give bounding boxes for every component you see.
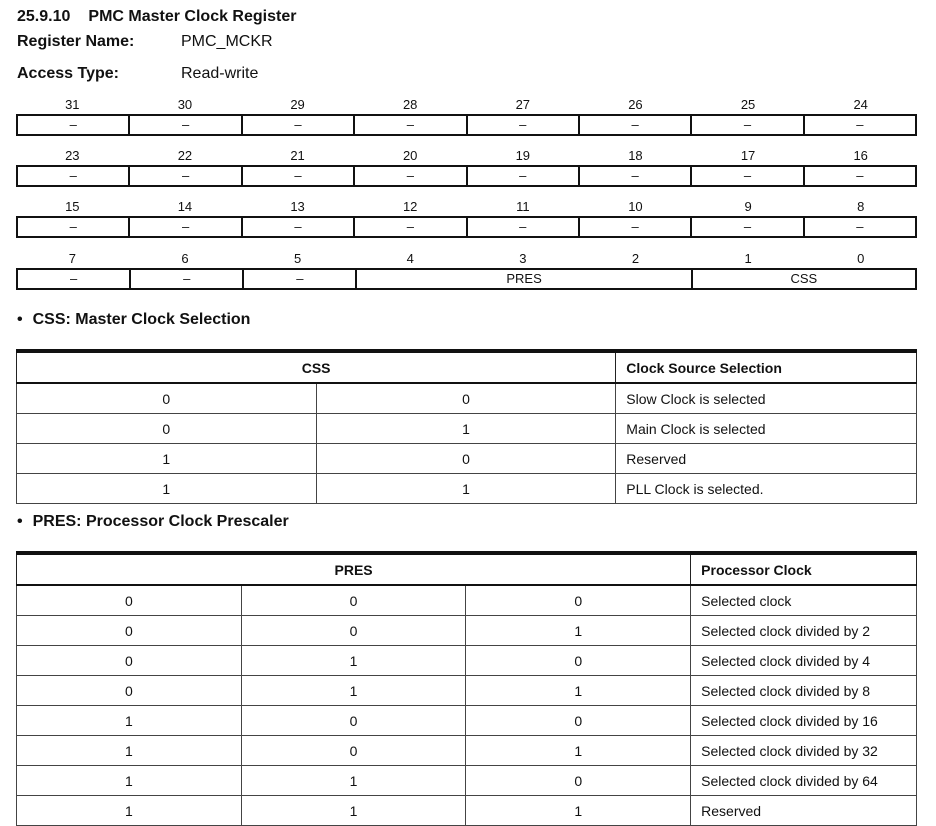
bit-number: 18 [628, 148, 643, 163]
bit-number: 1 [744, 251, 752, 266]
css-header-bits: CSS [17, 351, 616, 383]
row-description: Slow Clock is selected [616, 383, 917, 414]
bit-field: – [128, 116, 240, 134]
bit-field-pres: PRES [355, 270, 690, 288]
bit-field: – [69, 168, 77, 183]
bit-number: 14 [177, 199, 193, 214]
table-row [17, 646, 917, 676]
bit-field: – [242, 270, 355, 288]
bit-number: 9 [744, 199, 752, 214]
bit-value: 0 [17, 676, 242, 706]
bit-value: 0 [241, 616, 466, 646]
bit-field: – [690, 116, 802, 134]
row-description: Selected clock divided by 64 [691, 766, 917, 796]
bit-number: 15 [65, 199, 80, 214]
table-header-row [17, 553, 917, 585]
bit-value: 0 [17, 616, 242, 646]
bit-value: 1 [17, 766, 242, 796]
table-row [17, 616, 917, 646]
bit-field: – [803, 116, 915, 134]
table-row [17, 383, 917, 414]
bit-field-css: CSS [691, 270, 915, 288]
bit-value: 0 [466, 585, 691, 616]
bit-number: 19 [515, 148, 531, 163]
bullet-icon: • [17, 311, 23, 328]
bit-fields-23-16 [16, 165, 917, 187]
bit-value: 1 [466, 796, 691, 826]
bit-field: – [466, 116, 578, 134]
bit-value: 1 [466, 736, 691, 766]
bit-value: 0 [17, 646, 242, 676]
bit-field: – [353, 218, 465, 236]
bit-number: 12 [402, 199, 418, 214]
bit-value: 1 [466, 616, 691, 646]
bit-field: – [241, 116, 353, 134]
bit-value: 0 [466, 766, 691, 796]
bit-value: 0 [466, 646, 691, 676]
bit-value: 0 [316, 383, 616, 414]
bit-fields-31-24 [16, 114, 917, 136]
bit-field: – [578, 167, 690, 185]
bit-number: 29 [290, 97, 305, 112]
bit-field: – [690, 167, 802, 185]
bit-number: 20 [402, 148, 418, 163]
bit-numbers-7-0 [16, 251, 917, 266]
bit-value: 0 [241, 736, 466, 766]
bit-number: 25 [740, 97, 756, 112]
bit-number: 30 [177, 97, 193, 112]
bit-field: – [128, 218, 240, 236]
section-heading [17, 8, 296, 26]
bit-value: 1 [241, 766, 466, 796]
table-row [17, 585, 917, 616]
bit-value: 1 [241, 676, 466, 706]
bit-value: 0 [241, 706, 466, 736]
bit-field: – [690, 218, 802, 236]
bit-field: – [466, 167, 578, 185]
table-row [17, 796, 917, 826]
bit-value: 0 [466, 706, 691, 736]
bit-number: 7 [68, 251, 76, 266]
bullet-icon: • [17, 513, 23, 530]
bit-number: 10 [628, 199, 643, 214]
bit-number: 8 [857, 199, 865, 214]
bit-field: – [69, 117, 77, 132]
table-row [17, 706, 917, 736]
bit-numbers-15-8 [16, 199, 917, 214]
section-title: PMC Master Clock Register [88, 8, 297, 25]
bit-field: – [353, 167, 465, 185]
bit-field: – [241, 218, 353, 236]
table-row [17, 444, 917, 474]
bit-field: – [466, 218, 578, 236]
pres-header-bits: PRES [17, 553, 691, 585]
row-description: Selected clock divided by 32 [691, 736, 917, 766]
bit-fields-15-8 [16, 216, 917, 238]
bit-number: 28 [402, 97, 418, 112]
bit-number: 23 [65, 148, 80, 163]
bit-value: 1 [17, 796, 242, 826]
bit-number: 3 [519, 251, 527, 266]
bit-number: 17 [740, 148, 756, 163]
bit-field: – [803, 167, 915, 185]
bit-field: – [69, 271, 78, 286]
pres-table [16, 551, 917, 826]
bit-number: 2 [631, 251, 640, 266]
bit-number: 6 [181, 251, 189, 266]
bit-number: 13 [290, 199, 305, 214]
bit-value: 1 [316, 414, 616, 444]
row-description: Selected clock divided by 4 [691, 646, 917, 676]
table-row [17, 414, 917, 444]
bit-value: 1 [466, 676, 691, 706]
bit-field: – [803, 218, 915, 236]
bit-value: 1 [316, 474, 616, 504]
row-description: Selected clock divided by 2 [691, 616, 917, 646]
bit-value: 0 [316, 444, 616, 474]
bit-field: – [69, 219, 77, 234]
bit-field: – [241, 167, 353, 185]
row-description: Selected clock divided by 16 [691, 706, 917, 736]
bit-field: – [578, 218, 690, 236]
bit-field: – [129, 270, 242, 288]
register-name-label: Register Name: [17, 33, 135, 50]
row-description: Reserved [691, 796, 917, 826]
bit-number: 27 [515, 97, 531, 112]
bit-numbers-31-24 [16, 97, 917, 112]
table-row [17, 474, 917, 504]
css-table [16, 349, 917, 504]
bit-value: 1 [241, 796, 466, 826]
bit-value: 1 [17, 474, 317, 504]
bit-value: 1 [17, 736, 242, 766]
bit-fields-7-0 [16, 268, 917, 290]
bit-number: 31 [65, 97, 80, 112]
section-number: 25.9.10 [17, 8, 71, 25]
bit-number: 21 [290, 148, 305, 163]
bit-field: – [128, 167, 240, 185]
table-row [17, 676, 917, 706]
css-header-desc: Clock Source Selection [616, 351, 917, 383]
bit-number: 0 [857, 251, 865, 266]
bit-field: – [353, 116, 465, 134]
bit-number: 4 [406, 251, 414, 266]
bit-value: 0 [17, 585, 242, 616]
bit-value: 1 [17, 706, 242, 736]
bit-value: 0 [17, 414, 317, 444]
pres-section-heading [17, 513, 289, 531]
row-description: Selected clock [691, 585, 917, 616]
bit-number: 24 [853, 97, 868, 112]
css-section-heading [17, 311, 250, 329]
row-description: Main Clock is selected [616, 414, 917, 444]
row-description: Selected clock divided by 8 [691, 676, 917, 706]
bit-value: 1 [241, 646, 466, 676]
bit-field: – [578, 116, 690, 134]
bit-value: 0 [241, 585, 466, 616]
bit-number: 5 [293, 251, 302, 266]
bit-number: 22 [177, 148, 193, 163]
bit-number: 26 [628, 97, 643, 112]
bit-value: 0 [17, 383, 317, 414]
access-type-value: Read-write [181, 65, 259, 82]
bit-value: 1 [17, 444, 317, 474]
table-header-row [17, 351, 917, 383]
bit-number: 11 [516, 199, 530, 214]
pres-section-title: PRES: Processor Clock Prescaler [32, 513, 289, 530]
register-name-value: PMC_MCKR [181, 33, 273, 50]
table-row [17, 736, 917, 766]
row-description: PLL Clock is selected. [616, 474, 917, 504]
row-description: Reserved [616, 444, 917, 474]
access-type-label: Access Type: [17, 65, 119, 82]
css-section-title: CSS: Master Clock Selection [32, 311, 251, 328]
table-row [17, 766, 917, 796]
bit-number: 16 [853, 148, 868, 163]
bit-numbers-23-16 [16, 148, 917, 163]
pres-header-desc: Processor Clock [691, 553, 917, 585]
